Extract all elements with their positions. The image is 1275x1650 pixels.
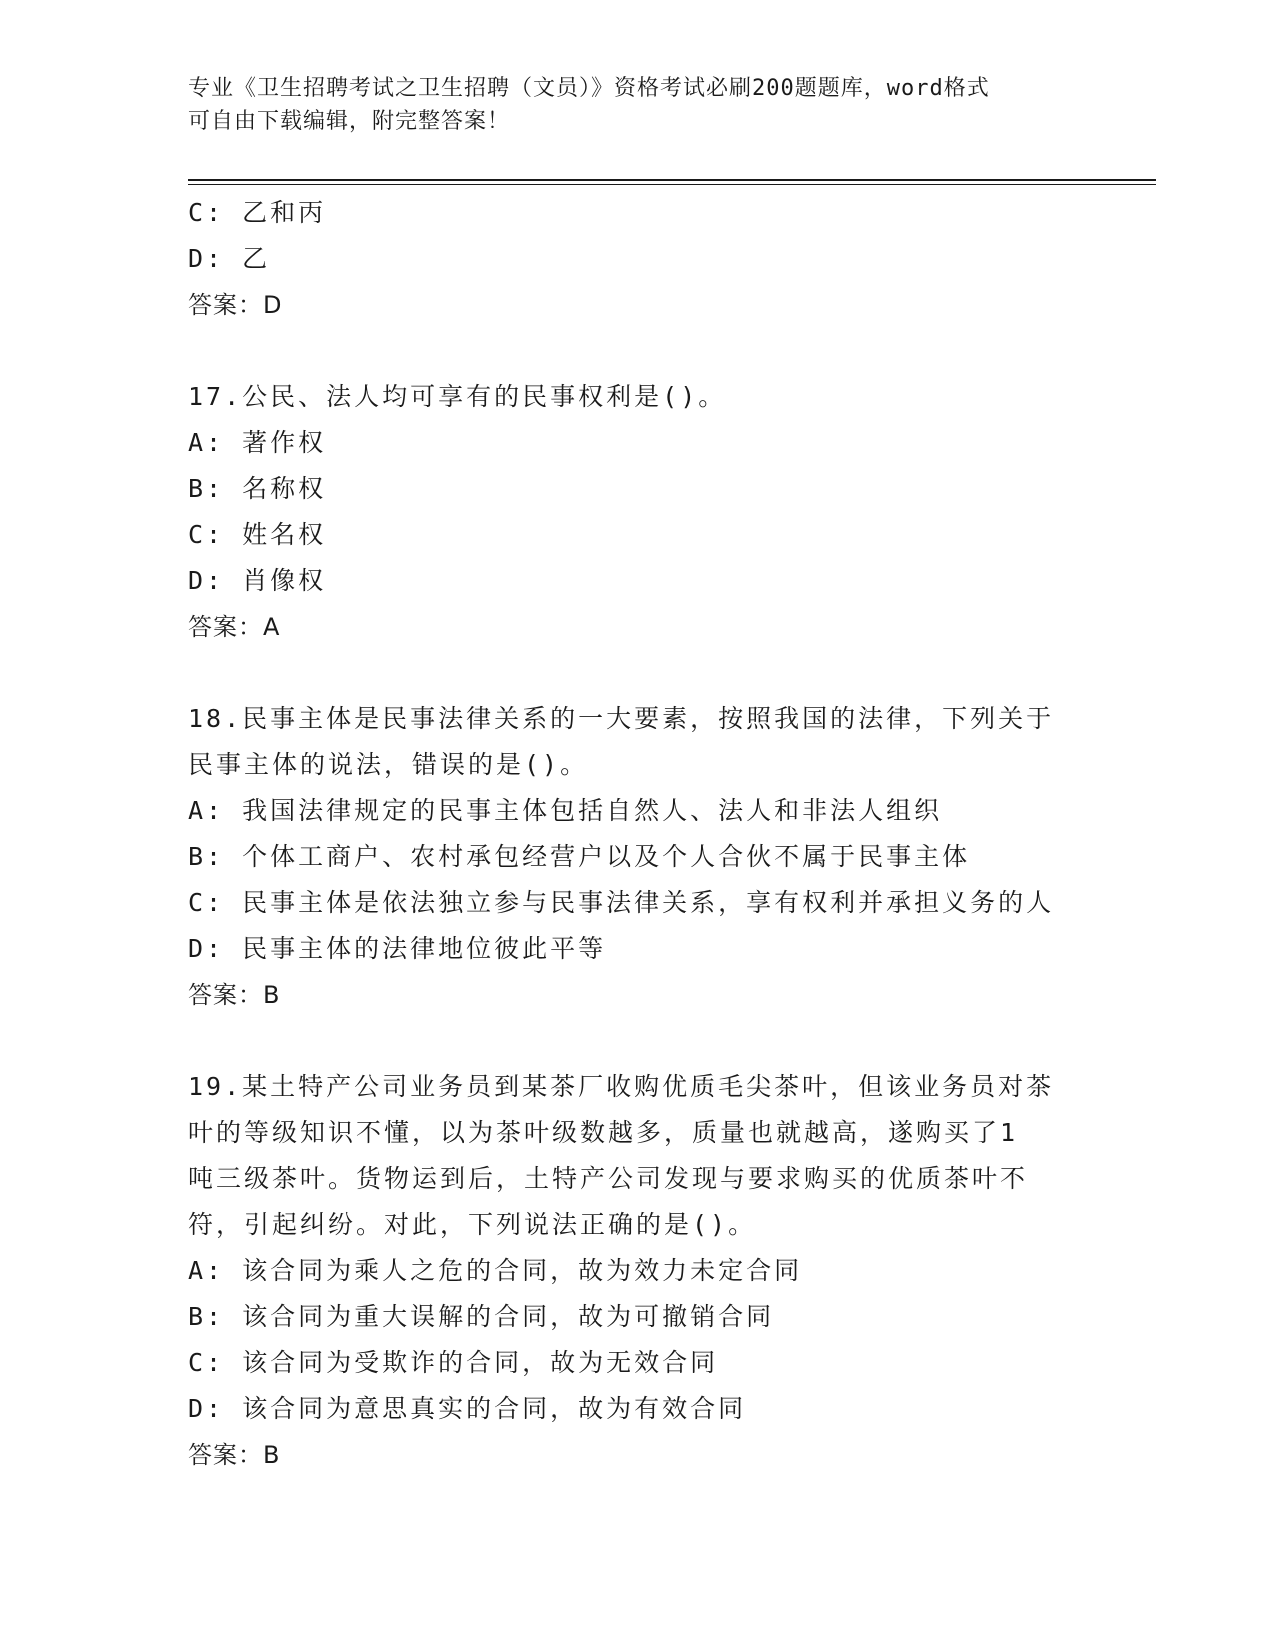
answer-line: 答案：D	[188, 291, 283, 319]
option-b: B: 该合同为重大误解的合同，故为可撤销合同	[188, 1302, 775, 1331]
question-18	[188, 696, 1088, 1018]
question-stem-line: 19.某土特产公司业务员到某茶厂收购优质毛尖茶叶，但该业务员对茶	[188, 1072, 1055, 1101]
spacer	[188, 328, 1088, 374]
answer-line: 答案：B	[188, 981, 281, 1009]
question-stem-line: 17.公民、法人均可享有的民事权利是()。	[188, 382, 727, 411]
answer-line: 答案：A	[188, 613, 281, 641]
spacer	[188, 1018, 1088, 1064]
question-stem-line: 叶的等级知识不懂，以为茶叶级数越多，质量也就越高，遂购买了1	[188, 1118, 1019, 1147]
document-header	[188, 72, 1068, 138]
option-c: C: 民事主体是依法独立参与民事法律关系，享有权利并承担义务的人	[188, 888, 1055, 917]
option-a: A: 著作权	[188, 428, 327, 457]
question-content	[188, 190, 1088, 1478]
question-stem-line: 吨三级茶叶。货物运到后，土特产公司发现与要求购买的优质茶叶不	[188, 1164, 1029, 1193]
question-stem-line: 民事主体的说法，错误的是()。	[188, 750, 589, 779]
spacer	[188, 650, 1088, 696]
header-line-2: 可自由下载编辑，附完整答案！	[188, 109, 511, 134]
header-rule-thin	[188, 184, 1156, 185]
question-17	[188, 374, 1088, 650]
option-d: D: 民事主体的法律地位彼此平等	[188, 934, 607, 963]
option-d: D: 该合同为意思真实的合同，故为有效合同	[188, 1394, 747, 1423]
question-stem-line: 符，引起纠纷。对此，下列说法正确的是()。	[188, 1210, 757, 1239]
header-rule-thick	[188, 179, 1156, 181]
option-b: B: 名称权	[188, 474, 327, 503]
question-stem-line: 18.民事主体是民事法律关系的一大要素，按照我国的法律，下列关于	[188, 704, 1055, 733]
option-b: B: 个体工商户、农村承包经营户以及个人合伙不属于民事主体	[188, 842, 971, 871]
option-d: D: 肖像权	[188, 566, 327, 595]
question-19	[188, 1064, 1088, 1478]
option-c: C: 该合同为受欺诈的合同，故为无效合同	[188, 1348, 719, 1377]
option-a: A: 该合同为乘人之危的合同，故为效力未定合同	[188, 1256, 803, 1285]
option-c: C: 姓名权	[188, 520, 327, 549]
header-line-1: 专业《卫生招聘考试之卫生招聘（文员）》资格考试必刷200题题库，word格式	[188, 76, 990, 101]
option-d: D: 乙	[188, 244, 271, 273]
answer-line: 答案：B	[188, 1441, 281, 1469]
option-c: C: 乙和丙	[188, 198, 327, 227]
option-a: A: 我国法律规定的民事主体包括自然人、法人和非法人组织	[188, 796, 943, 825]
